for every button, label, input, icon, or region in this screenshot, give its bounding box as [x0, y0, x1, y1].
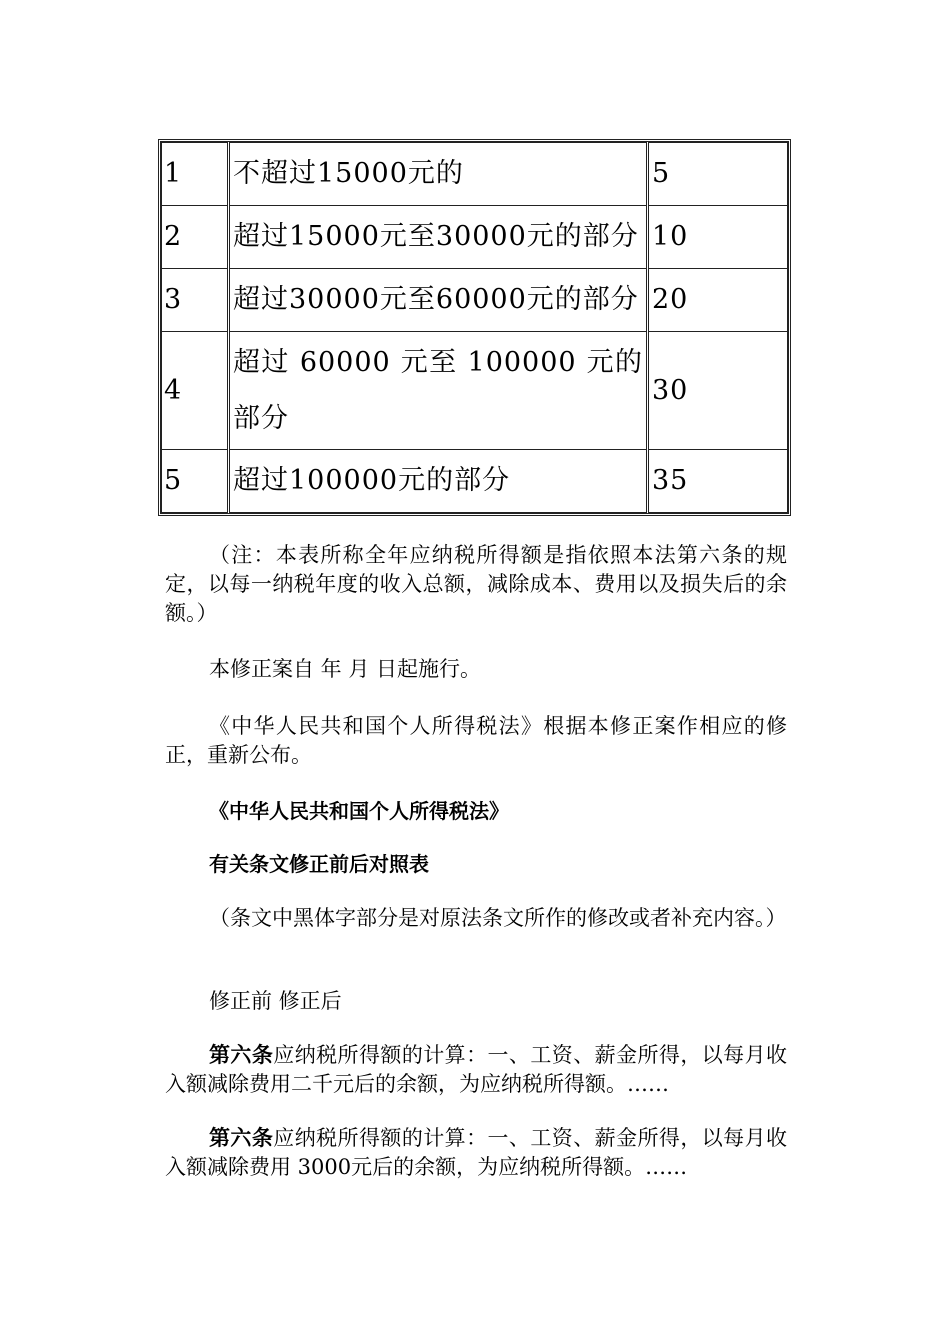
article-label: 第六条 [209, 1125, 274, 1150]
article-six-after [165, 1123, 787, 1182]
tax-rate-cell: 30 [648, 332, 788, 450]
tax-rate-table [158, 139, 791, 516]
article-six-before [165, 1040, 787, 1099]
article-text: 应纳税所得额的计算：一、工资、薪金所得，以每月收入额减除费用二千元后的余额，为应纳税所得额。…… [165, 1043, 788, 1096]
table-row [162, 269, 788, 332]
table-row [162, 450, 788, 513]
level-cell: 4 [162, 332, 229, 450]
article-text: 应纳税所得额的计算：一、工资、薪金所得，以每月收入额减除费用 3000元后的余额，为应纳税所得额。…… [165, 1126, 788, 1179]
explanation-text: （条文中黑体字部分是对原法条文所作的修改或者补充内容。） [209, 906, 787, 930]
effective-date-text: 本修正案自 年 月 日起施行。 [209, 657, 482, 681]
columns-label: 修正前 修正后 [209, 989, 342, 1013]
income-range-cell: 超过30000元至60000元的部分 [229, 269, 648, 332]
tax-rate-cell: 35 [648, 450, 788, 513]
tax-rate-cell: 10 [648, 206, 788, 269]
income-range-cell: 超过100000元的部分 [229, 450, 648, 513]
level-cell: 3 [162, 269, 229, 332]
level-cell: 5 [162, 450, 229, 513]
level-cell: 2 [162, 206, 229, 269]
article-label: 第六条 [209, 1042, 274, 1067]
income-range-cell: 超过15000元至30000元的部分 [229, 206, 648, 269]
tax-rate-cell: 20 [648, 269, 788, 332]
tax-rate-cell: 5 [648, 143, 788, 206]
level-cell: 1 [162, 143, 229, 206]
law-title: 《中华人民共和国个人所得税法》 [209, 799, 509, 823]
income-range-cell: 不超过15000元的 [229, 143, 648, 206]
income-range-cell: 超过 60000 元至 100000 元的部分 [229, 332, 648, 450]
table-note: （注：本表所称全年应纳税所得额是指依照本法第六条的规定，以每一纳税年度的收入总额，减除成本、费用以及损失后的余额。） [165, 543, 787, 625]
table-row [162, 143, 788, 206]
table-row [162, 332, 788, 450]
comparison-title: 有关条文修正前后对照表 [209, 852, 429, 876]
table-row [162, 206, 788, 269]
republish-text: 《中华人民共和国个人所得税法》根据本修正案作相应的修正，重新公布。 [165, 714, 787, 767]
